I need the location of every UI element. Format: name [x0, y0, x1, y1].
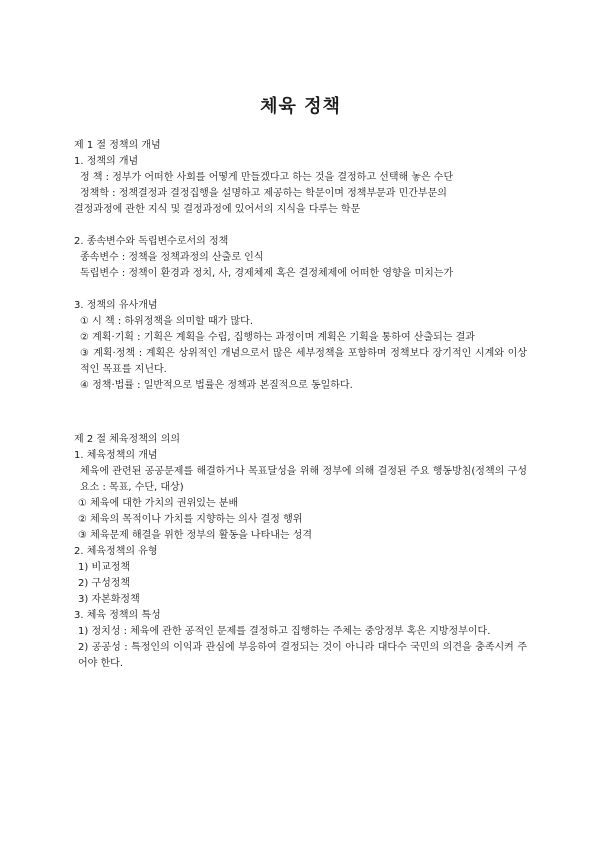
section-2-1-heading: 1. 체육정책의 개념 — [74, 450, 158, 461]
section-2-2-heading: 2. 체육정책의 유형 — [74, 546, 158, 557]
policy-trait-2: 2) 공공성 : 특정인의 이익과 관심에 부응하여 결정되는 것이 아니라 대다수 국민의 의견을 충족시켜 주어야 한다. — [78, 642, 527, 669]
similar-concept-item-4: ④ 정책·법률 : 일반적으로 법률은 정책과 본질적으로 동일하다. — [80, 380, 353, 391]
dependent-variable-line: 종속변수 : 정책을 정책과정의 산출로 인식 — [80, 252, 264, 263]
similar-concept-item-2: ② 계획·기획 : 기획은 계획을 수립, 집행하는 과정이며 계획은 기획을 통하여 산출되는 결과 — [80, 332, 475, 343]
similar-concept-item-3: ③ 계획·정책 : 계획은 상위적인 개념으로서 많은 세부정책을 포함하며 정책보다 장기적인 시계와 이상적인 목표를 지닌다. — [80, 348, 527, 375]
section-1-2-heading: 2. 종속변수와 독립변수로서의 정책 — [74, 236, 229, 247]
policy-type-3: 3) 자본화정책 — [78, 594, 140, 605]
document-title: 체육 정책 — [260, 96, 341, 117]
similar-concept-item-1: ① 시 책 : 하위정책을 의미할 때가 많다. — [80, 316, 254, 327]
section-1-1-heading: 1. 정책의 개념 — [74, 156, 139, 167]
policy-definition-line: 정 책 : 정부가 어떠한 사회를 어떻게 만들겠다고 하는 것을 결정하고 선택해 놓은 수단 — [80, 172, 454, 183]
policy-type-2: 2) 구성정책 — [78, 578, 131, 589]
sports-policy-item-3: ③ 체육문제 해결을 위한 정부의 활동을 나타내는 성격 — [78, 530, 313, 541]
independent-variable-line: 독립변수 : 정책이 환경과 정치, 사, 경제체제 혹은 결정체제에 어떠한 영향을 미치는가 — [80, 268, 454, 279]
policy-science-continued: 결정과정에 관한 지식 및 결정과정에 있어서의 지식을 다루는 학문 — [74, 204, 361, 215]
policy-science-line: 정책학 : 정책결정과 결정집행을 설명하고 제공하는 학문이며 정책부문과 민간부문의 — [80, 188, 447, 199]
document-body — [74, 138, 527, 672]
sports-policy-item-2: ② 체육의 목적이나 가치를 지향하는 의사 결정 행위 — [78, 514, 303, 525]
chapter-1-heading: 제 1 절 정책의 개념 — [74, 140, 161, 151]
sports-policy-definition: 체육에 관련된 공공문제를 해결하거나 목표달성을 위해 정부에 의해 결정된 주요 행동방침(정책의 구성요소 : 목표, 수단, 대상) — [80, 466, 527, 493]
sports-policy-item-1: ① 체육에 대한 가치의 권위있는 분배 — [78, 498, 239, 509]
section-2-3-heading: 3. 체육 정책의 특성 — [74, 610, 161, 621]
policy-trait-1: 1) 정치성 : 체육에 관한 공적인 문제를 결정하고 집행하는 주체는 중앙정부 혹은 지방정부이다. — [78, 626, 491, 637]
chapter-2-heading: 제 2 절 체육정책의 의의 — [74, 434, 181, 445]
section-1-3-heading: 3. 정책의 유사개념 — [74, 300, 158, 311]
policy-type-1: 1) 비교정책 — [78, 562, 131, 573]
